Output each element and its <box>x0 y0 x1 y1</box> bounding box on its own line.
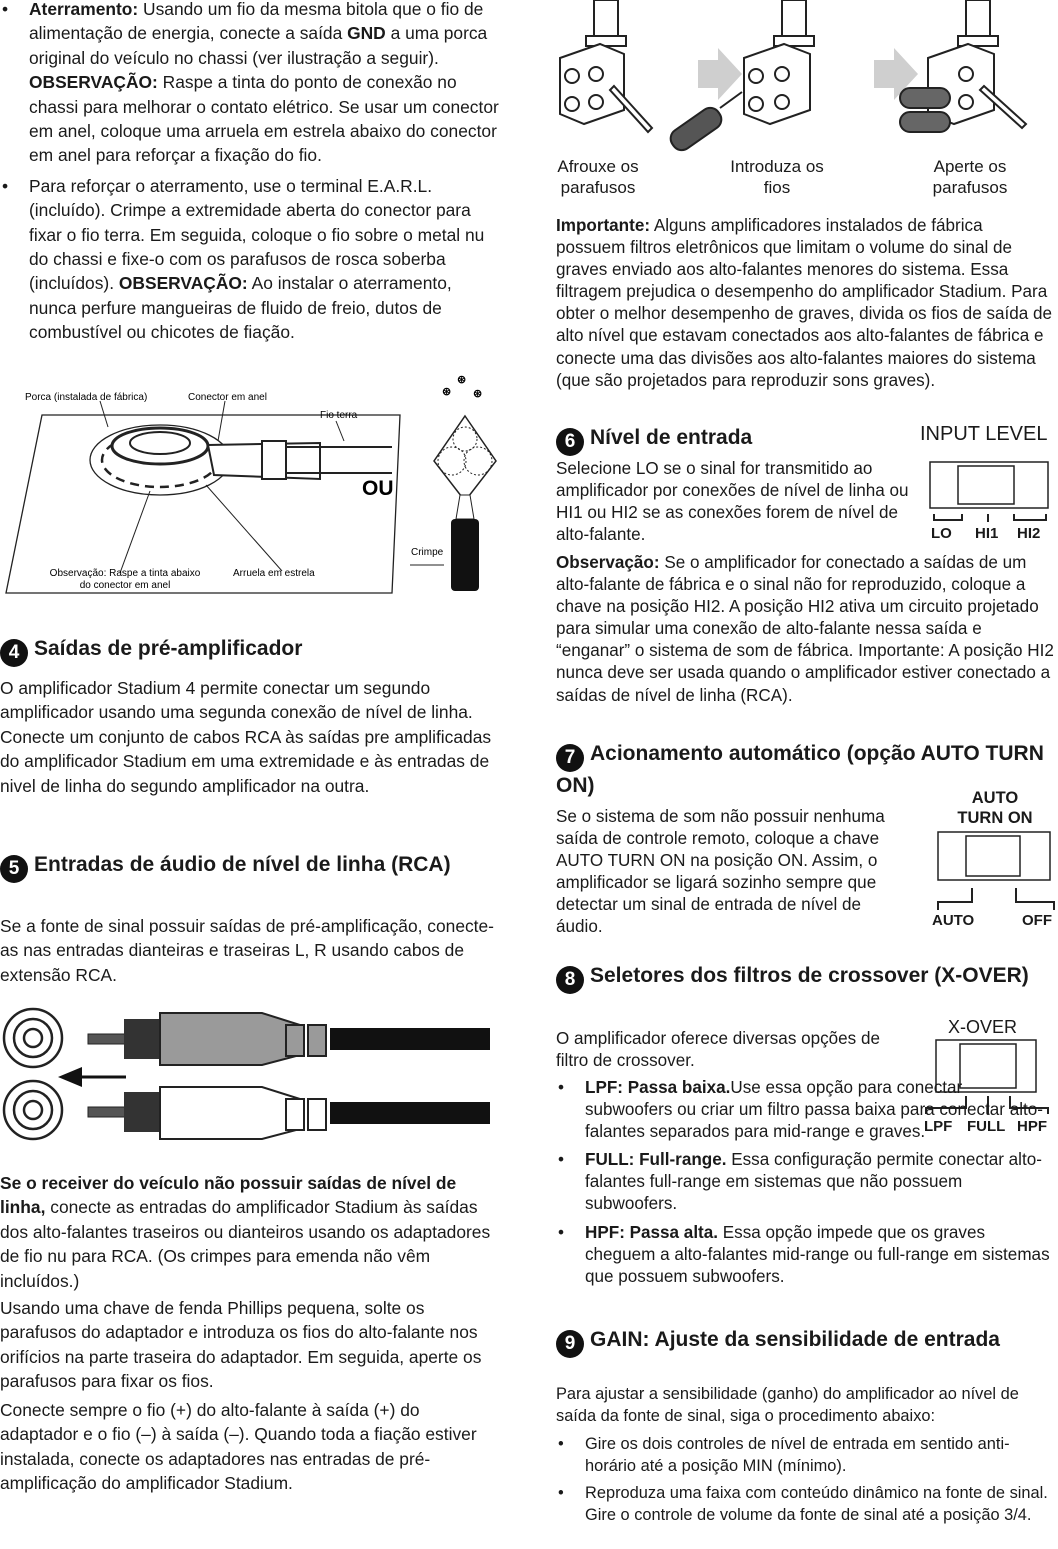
svg-text:⊛: ⊛ <box>473 388 483 400</box>
auto-turn-on-label: AUTO TURN ON <box>957 789 1033 827</box>
ground-illustration <box>0 374 500 598</box>
option-auto: AUTO <box>932 912 975 929</box>
label-porca: Porca (instalada de fábrica) <box>25 392 148 403</box>
label-fio-terra: Fio terra <box>320 410 358 421</box>
list-item: • HPF: Passa alta. Essa opção impede que os graves cheguem a alto-falantes mid-range ou full-range em sistemas que possuem subwoofers. <box>556 1222 1054 1288</box>
label-crimpe: Crimpe <box>411 547 444 558</box>
svg-text:⊛: ⊛ <box>457 374 467 386</box>
importante-paragraph: Importante: Alguns amplificadores instalados de fábrica possuem filtros eletrônicos que limitam o volume do sinal de graves enviado aos alto-falantes menores do sistema. Essa filtragem prejudica o desempenho do amplificador Stadium. Para obter o melhor desempenho de graves, divida os fios de saída de alto nível que estavam conectados aos alto-falantes de fábrica e conecte uma das divisões aos alto-falantes maiores do sistema (que são projetados para reproduzir sons graves). <box>556 216 1053 390</box>
section-6-text: Selecione LO se o sinal for transmitido ao amplificador por conexões de nível de linha ou HI1 ou HI2 se as conexões forem de nível de alto-falante. <box>556 459 909 545</box>
option-hi1: HI1 <box>975 525 999 542</box>
section-6-obs: Observação: Se o amplificador for conectado a saídas de um alto-falante de fábrica e o sinal não for reproduzido, coloque a chave na posição HI2. A posição HI2 ativa um circuito projetado para simular uma conexão de alto-falante nessa saída e “enganar” o sistema de som de fábrica. Importante: A posição HI2 nunca deve ser usada quando o amplificador estiver conectado a saídas de nível de linha (RCA). <box>556 553 1054 705</box>
list-item: • Aterramento: Usando um fio da mesma bitola que o fio de alimentação de energia, conecte a saída GND a uma porca original do veículo no chassi (ver ilustração a seguir). OBSERVAÇÃO: Raspe a tinta do ponto de conexão no chassi para melhorar o contato elétrico. Se usar um conector em anel, coloque uma arruela em estrela abaixo do conector em anel para reforçar a fixação do fio. <box>0 0 500 168</box>
phillips-paragraph: Usando uma chave de fenda Phillips pequena, solte os parafusos do adaptador e introduza os fios do alto-falante nos orifícios na parte traseira do adaptador. Em seguida, aperte os parafusos para fixar os fios. <box>0 1298 482 1392</box>
adapter-step-2 <box>667 0 814 154</box>
option-hpf: HPF <box>1017 1118 1047 1135</box>
option-off: OFF <box>1022 912 1052 929</box>
option-lo: LO <box>931 525 952 542</box>
section-9-heading: 9 GAIN: Ajuste da sensibilidade de entrada <box>556 1328 1054 1358</box>
polarity-paragraph: Conecte sempre o fio (+) do alto-falante à saída (+) do adaptador e o fio (–) à saída (–). Quando toda a fiação estiver instalada, conecte os adaptadores nas entradas de pré-amplificação do amplificador Stadium. <box>0 1400 477 1494</box>
list-item: • Para reforçar o aterramento, use o terminal E.A.R.L. (incluído). Crimpe a extremidade aberta do conector para fixar o fio terra. Em seguida, coloque o fio sobre o metal nu do chassi e fixe-o com os parafusos de rosca soberba (incluídos). OBSERVAÇÃO: Ao instalar o aterramento, nunca perfure mangueiras de fluido de freio, dutos de combustível ou chicotes de fiação. <box>0 174 500 345</box>
x-over-label: X-OVER <box>948 1017 1018 1037</box>
auto-turn-on-switch <box>934 830 1058 910</box>
input-level-label: INPUT LEVEL <box>920 423 1048 445</box>
adapter-step-3 <box>900 0 1026 132</box>
section-8-heading: 8 Seletores dos filtros de crossover (X-OVER) <box>556 962 1054 994</box>
section-9-text: Para ajustar a sensibilidade (ganho) do amplificador ao nível de saída da fonte de sinal, siga o procedimento abaixo: <box>556 1385 1019 1425</box>
option-hi2: HI2 <box>1017 525 1041 542</box>
label-obs-2: do conector em anel <box>79 580 171 591</box>
receiver-paragraph: Se o receiver do veículo não possuir saídas de nível de linha, conecte as entradas do amplificador Stadium às saídas dos alto-falantes traseiros ou dianteiros usando os adaptadores de fio nu para RCA. (Os crimpes para emenda não vêm incluídos.) <box>0 1173 491 1291</box>
section-6-heading: 6 Nível de entrada <box>556 424 752 456</box>
grounding-list <box>0 0 500 351</box>
list-item: • Gire os dois controles de nível de entrada em sentido anti-horário até a posição MIN (mínimo). <box>556 1434 1054 1477</box>
caption-step-1: Afrouxe os parafusos <box>557 157 639 197</box>
section-5-heading: 5 Entradas de áudio de nível de linha (RCA) <box>0 851 500 883</box>
option-full: FULL <box>967 1118 1006 1135</box>
section-8-intro: O amplificador oferece diversas opções de filtro de crossover. <box>556 1029 880 1071</box>
list-item: • LPF: Passa baixa.Use essa opção para conectar subwoofers ou criar um filtro passa baixa para conectar alto-falantes separados para mid-range e graves. <box>556 1077 1054 1143</box>
option-lpf: LPF <box>924 1118 953 1135</box>
crossover-list <box>556 1077 1054 1294</box>
list-item: • Reproduza uma faixa com conteúdo dinâmico na fonte de sinal. Gire o controle de volume da fonte de sinal até a posição 3/4. <box>556 1483 1054 1526</box>
adapter-steps-illustration <box>556 0 1056 155</box>
adapter-step-1 <box>560 0 652 132</box>
caption-step-2: Introduza os fios <box>730 157 824 197</box>
section-7-heading: 7 Acionamento automático (opção AUTO TURN ON) <box>556 742 1044 797</box>
section-4-text: O amplificador Stadium 4 permite conectar um segundo amplificador usando uma segunda conexão de nível de linha. Conecte um conjunto de cabos RCA às saídas pre amplificadas do amplificador Stadium em uma extremidade e às entradas de nivel de linha do segundo amplificador na outra. <box>0 678 492 796</box>
label-arruela: Arruela em estrela <box>233 568 315 579</box>
label-obs-1: Observação: Raspe a tinta abaixo <box>49 568 201 579</box>
input-level-switch <box>928 458 1054 526</box>
section-4-heading: 4 Saídas de pré-amplificador <box>0 635 302 667</box>
gain-list <box>556 1434 1054 1532</box>
rca-cables-illustration <box>0 1005 500 1140</box>
label-conector: Conector em anel <box>188 392 267 403</box>
label-ou: OU <box>362 477 394 500</box>
list-item: • FULL: Full-range. Essa configuração permite conectar alto-falantes full-range em sistemas que não possuem subwoofers. <box>556 1149 1054 1215</box>
section-7-text: Se o sistema de som não possuir nenhuma saída de controle remoto, coloque a chave AUTO TURN ON na posição ON. Assim, o amplificador se ligará sozinho sempre que detectar um sinal de entrada de nível de áudio. <box>556 807 885 937</box>
svg-text:⊛: ⊛ <box>442 386 452 398</box>
section-5-text: Se a fonte de sinal possuir saídas de pré-amplificação, conecte-as nas entradas dianteiras e traseiras L, R usando cabos de extensão RCA. <box>0 916 494 985</box>
caption-step-3: Aperte os parafusos <box>932 157 1008 197</box>
